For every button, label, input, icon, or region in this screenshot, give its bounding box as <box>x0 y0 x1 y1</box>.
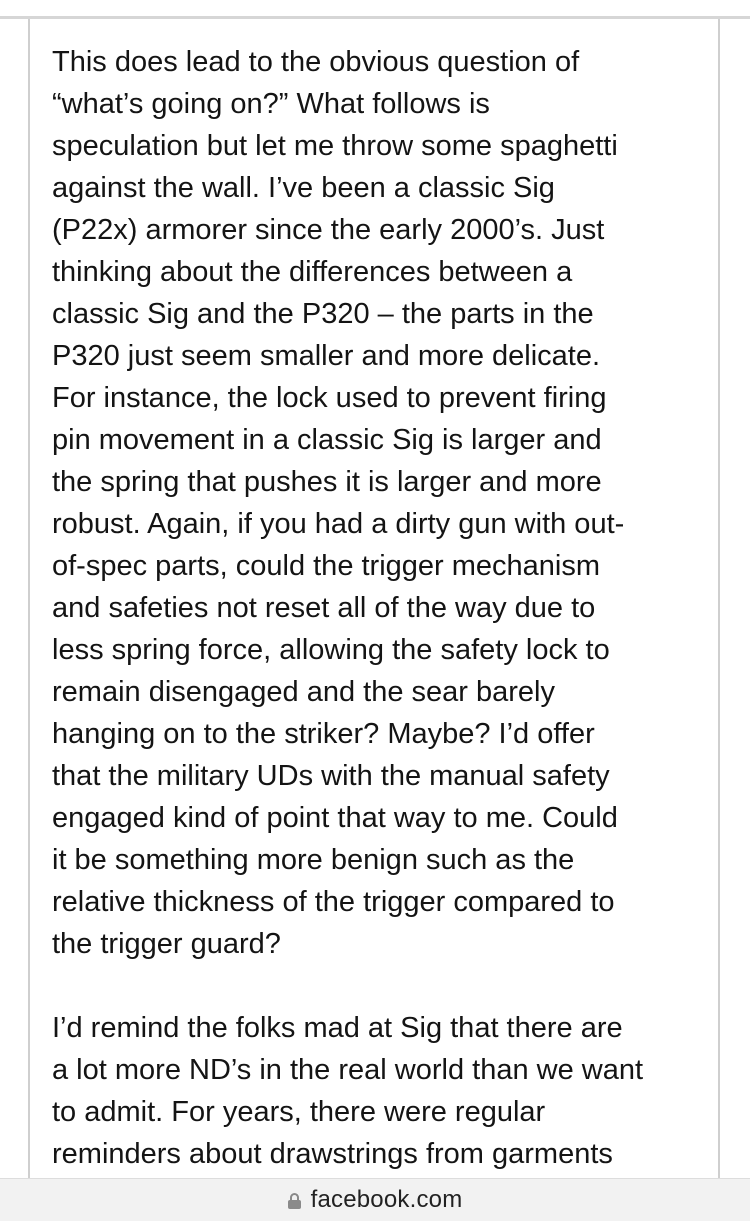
post-paragraph-2: I’d remind the folks mad at Sig that there are a lot more ND’s in the real world than we want to admit. For years, there were regular reminders about drawstrings from garments <box>52 1012 644 1170</box>
lock-icon <box>288 1193 301 1209</box>
post-paragraph-1: This does lead to the obvious question of “what’s going on?” What follows is speculation but let me throw some spaghetti against the wall. I’ve been a classic Sig (P22x) armorer since the early 2000’s. Just thinking about the differences between a classic Sig and the P320 – the parts in the P320 just seem smaller and more delicate. For instance, the lock used to prevent firing pin movement in a classic Sig is larger and the spring that pushes it is larger and more robust. Again, if you had a dirty gun with out- of-spec parts, could the trigger mechanism and safeties not reset all of the way due to less spring force, allowing the safety lock to remain disengaged and the sear barely hanging on to the striker? Maybe? I’d offer that the military UDs with the manual safety engaged kind of point that way to me. Could it be something more benign such as the relative thickness of the trigger compared to the trigger guard? <box>52 46 625 960</box>
post-body <box>52 41 720 1175</box>
address-bar[interactable] <box>0 1178 750 1221</box>
post-container <box>28 19 720 1179</box>
address-domain: facebook.com <box>310 1186 463 1213</box>
